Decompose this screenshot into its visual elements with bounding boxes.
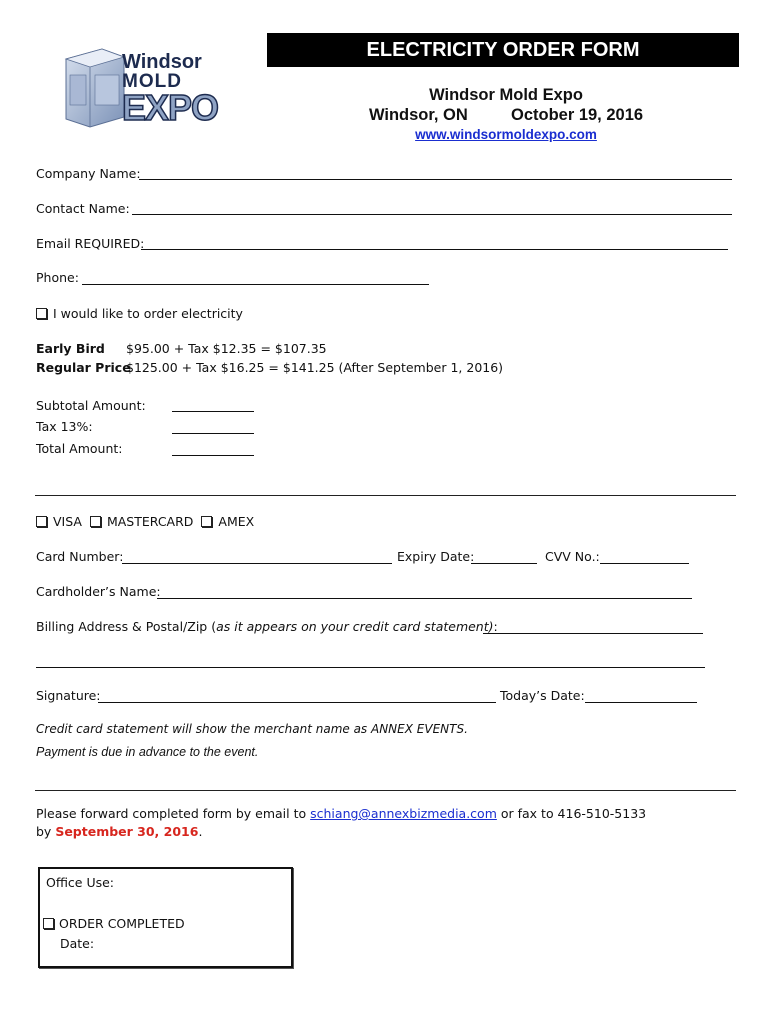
logo-line3: EXPO [122, 87, 219, 128]
contact-name-label: Contact Name: [36, 201, 130, 216]
merchant-note: Credit card statement will show the merchant name as ANNEX EVENTS. [36, 722, 468, 736]
office-use-title: Office Use: [46, 875, 115, 890]
contact-name-field[interactable] [132, 214, 732, 215]
event-location: Windsor, ON [368, 106, 468, 124]
forward-instructions [36, 806, 646, 821]
forward-text-pre: Please forward completed form by email to [36, 806, 311, 821]
forward-period: . [198, 824, 203, 839]
logo-line1: Windsor [122, 51, 202, 73]
card-number-field[interactable] [122, 563, 392, 564]
cvv-field[interactable] [600, 563, 689, 564]
billing-label-italic: as it appears on your credit card statement) [216, 619, 494, 634]
forward-deadline [36, 824, 202, 839]
phone-label: Phone: [36, 270, 79, 285]
regular-price-value: $125.00 + Tax $16.25 = $141.25 (After September 1, 2016) [126, 360, 504, 375]
mastercard-label: MASTERCARD [106, 514, 194, 529]
billing-field-line1[interactable] [483, 633, 703, 634]
visa-label: VISA [53, 514, 82, 529]
website-link[interactable]: www.windsormoldexpo.com [415, 127, 597, 142]
expiry-label: Expiry Date: [397, 549, 475, 564]
section-divider [35, 495, 736, 496]
billing-label [36, 619, 498, 634]
forward-text-mid: or fax to 416-510-5133 [496, 806, 647, 821]
email-link[interactable]: schiang@annexbizmedia.com [310, 806, 497, 821]
event-date: October 19, 2016 [510, 106, 644, 124]
office-date-label: Date: [60, 936, 95, 951]
deadline-date: September 30, 2016 [55, 824, 199, 839]
advance-note: Payment is due in advance to the event. [36, 745, 259, 759]
order-completed-checkbox[interactable] [43, 918, 54, 929]
section-divider-2 [35, 790, 736, 791]
total-label: Total Amount: [36, 441, 123, 456]
tax-label: Tax 13%: [36, 419, 93, 434]
order-electricity-option[interactable] [36, 306, 243, 321]
billing-label-post: : [493, 619, 498, 634]
regular-price-row [36, 360, 503, 375]
event-location-date [267, 106, 745, 125]
early-bird-label: Early Bird [36, 341, 105, 356]
card-type-options [36, 514, 254, 529]
expiry-field[interactable] [471, 563, 537, 564]
signature-label: Signature: [36, 688, 101, 703]
email-label: Email REQUIRED: [36, 236, 145, 251]
todays-date-field[interactable] [585, 702, 697, 703]
company-name-label: Company Name: [36, 166, 141, 181]
visa-checkbox[interactable] [36, 516, 47, 527]
billing-label-pre: Billing Address & Postal/Zip ( [36, 619, 217, 634]
order-electricity-label: I would like to order electricity [53, 306, 243, 321]
total-field[interactable] [172, 455, 254, 456]
signature-field[interactable] [98, 702, 496, 703]
event-website[interactable] [267, 127, 745, 142]
logo [62, 45, 227, 130]
cardholder-label: Cardholder’s Name: [36, 584, 161, 599]
card-number-label: Card Number: [36, 549, 124, 564]
tax-field[interactable] [172, 433, 254, 434]
company-name-field[interactable] [139, 179, 732, 180]
form-title: ELECTRICITY ORDER FORM [267, 33, 739, 67]
subtotal-label: Subtotal Amount: [36, 398, 146, 413]
regular-price-label: Regular Price [36, 360, 131, 375]
order-completed-option[interactable] [43, 916, 185, 931]
forward-by: by [36, 824, 56, 839]
logo-line2: MOLD [122, 71, 182, 92]
cvv-label: CVV No.: [545, 549, 600, 564]
early-bird-row [36, 341, 327, 356]
amex-label: AMEX [218, 514, 255, 529]
office-use-box [38, 867, 293, 968]
todays-date-label: Today’s Date: [500, 688, 585, 703]
event-name: Windsor Mold Expo [429, 86, 583, 104]
early-bird-price: $95.00 + Tax $12.35 = $107.35 [126, 341, 327, 356]
order-completed-label: ORDER COMPLETED [59, 916, 185, 931]
billing-field-line2[interactable] [36, 667, 705, 668]
email-field[interactable] [141, 249, 728, 250]
cardholder-field[interactable] [157, 598, 692, 599]
amex-checkbox[interactable] [201, 516, 212, 527]
phone-field[interactable] [82, 284, 429, 285]
mastercard-checkbox[interactable] [90, 516, 101, 527]
order-electricity-checkbox[interactable] [36, 308, 47, 319]
subtotal-field[interactable] [172, 411, 254, 412]
